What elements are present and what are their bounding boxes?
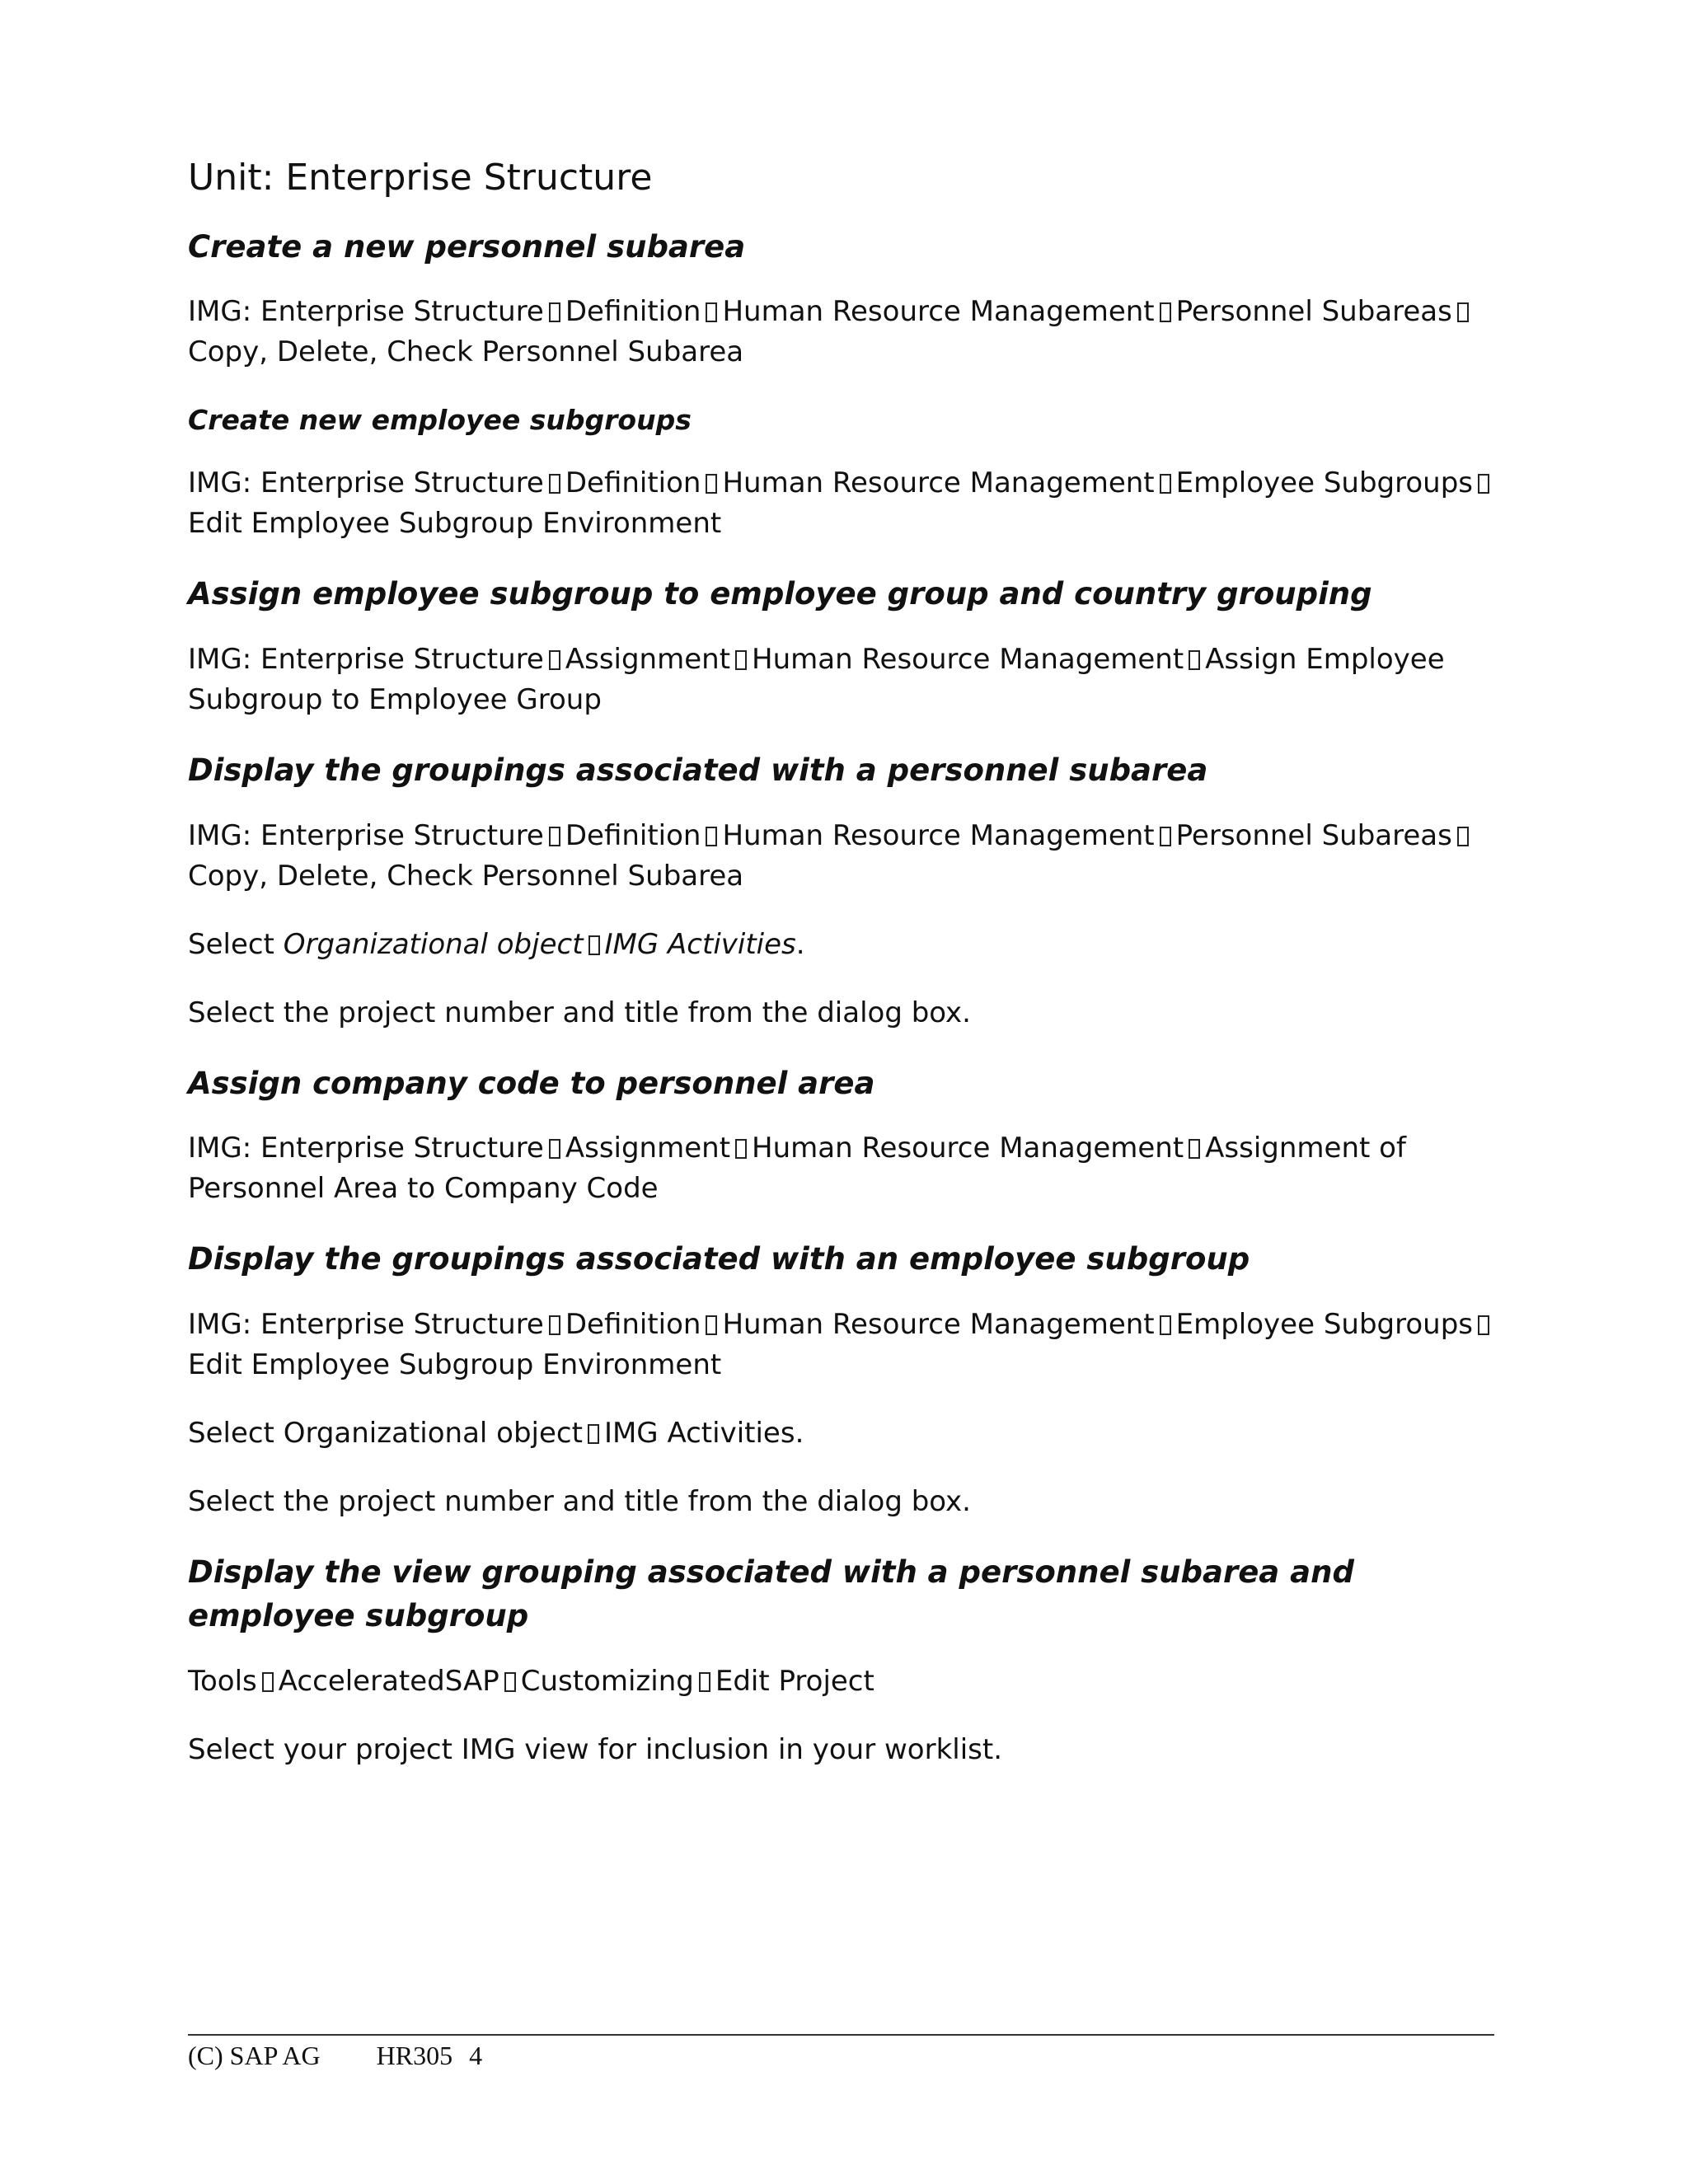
- path-step: Assignment: [565, 1132, 731, 1165]
- path-step: IMG: Enterprise Structure: [188, 295, 544, 329]
- path-step: Definition: [565, 1307, 701, 1341]
- path-step: IMG: Enterprise Structure: [188, 818, 544, 852]
- arrow-icon: [706, 474, 717, 494]
- arrow-icon: [588, 1424, 599, 1444]
- select-instruction: [188, 925, 1494, 965]
- path-step: Edit Employee Subgroup Environment: [188, 1347, 722, 1381]
- unit-title: Unit: Enterprise Structure: [188, 157, 653, 199]
- arrow-icon: [1160, 302, 1171, 322]
- arrow-icon: [1457, 827, 1469, 846]
- select-prefix: Select: [188, 927, 284, 961]
- section-heading: Assign employee subgroup to employee group and country grouping: [188, 576, 1372, 612]
- menu-path: [188, 1661, 1494, 1702]
- arrow-icon: [706, 827, 717, 846]
- arrow-icon: [549, 1139, 560, 1159]
- path-step: IMG: Enterprise Structure: [188, 642, 544, 676]
- menu-path: [188, 816, 1494, 897]
- arrow-icon: [699, 1672, 710, 1692]
- arrow-icon: [706, 302, 717, 322]
- arrow-icon: [1189, 650, 1200, 670]
- menu-path: [188, 1305, 1494, 1385]
- path-step: Human Resource Management: [722, 818, 1155, 852]
- footer-divider: [188, 2034, 1494, 2036]
- path-step: Copy, Delete, Check Personnel Subarea: [188, 859, 744, 893]
- arrow-icon: [1478, 1315, 1489, 1335]
- path-step: AcceleratedSAP: [278, 1665, 499, 1699]
- select-instruction: [188, 1413, 1494, 1454]
- path-step: Edit Employee Subgroup Environment: [188, 507, 722, 541]
- menu-path: [188, 463, 1494, 544]
- arrow-icon: [549, 302, 560, 322]
- arrow-icon: [1160, 1315, 1171, 1335]
- section-heading: Assign company code to personnel area: [188, 1065, 875, 1101]
- path-step: Assignment of Personnel Area to Company Code: [188, 1132, 1406, 1206]
- footer-copyright: (C) SAP AG: [188, 2041, 321, 2070]
- path-step: Personnel Subareas: [1175, 818, 1452, 852]
- arrow-icon: [549, 474, 560, 494]
- menu-path: [188, 640, 1494, 720]
- path-step: Definition: [565, 295, 701, 329]
- path-step: Employee Subgroups: [1175, 1307, 1473, 1341]
- path-step: Assign Employee Subgroup to Employee Group: [188, 642, 1445, 716]
- arrow-icon: [549, 650, 560, 670]
- path-step: Copy, Delete, Check Personnel Subarea: [188, 335, 744, 369]
- path-step: IMG: Enterprise Structure: [188, 1307, 544, 1341]
- section-heading: Create new employee subgroups: [188, 404, 692, 437]
- path-step: Personnel Subareas: [1175, 295, 1452, 329]
- arrow-icon: [1160, 474, 1171, 494]
- arrow-icon: [549, 1315, 560, 1335]
- arrow-icon: [588, 935, 600, 955]
- path-step: IMG: Enterprise Structure: [188, 466, 544, 500]
- arrow-icon: [735, 1139, 747, 1159]
- arrow-icon: [1478, 474, 1489, 494]
- document-page: [188, 157, 1494, 1798]
- path-step: Edit Project: [715, 1665, 874, 1699]
- path-step: IMG: Enterprise Structure: [188, 1132, 544, 1165]
- path-step: Customizing: [520, 1665, 694, 1699]
- path-step: Definition: [565, 466, 701, 500]
- path-step: Human Resource Management: [752, 1132, 1184, 1165]
- arrow-icon: [735, 650, 747, 670]
- select-prefix: Select: [188, 1416, 284, 1450]
- arrow-icon: [504, 1672, 516, 1692]
- section-heading: Create a new personnel subarea: [188, 228, 746, 265]
- section-heading: Display the view grouping associated with a personnel subarea and employee subgroup: [188, 1554, 1354, 1634]
- section-heading: Display the groupings associated with a personnel subarea: [188, 752, 1208, 788]
- path-step: Human Resource Management: [752, 642, 1184, 676]
- select-item: IMG Activities.: [603, 1416, 804, 1450]
- arrow-icon: [706, 1315, 717, 1335]
- footer-page-number: 4: [469, 2041, 483, 2070]
- path-step: Employee Subgroups: [1175, 466, 1473, 500]
- path-step: Human Resource Management: [722, 466, 1155, 500]
- select-item: IMG Activities: [604, 927, 796, 961]
- arrow-icon: [1160, 827, 1171, 846]
- note: Select your project IMG view for inclusion in your worklist.: [188, 1733, 1003, 1767]
- path-step: Human Resource Management: [722, 295, 1155, 329]
- footer-course: HR305: [376, 2041, 453, 2070]
- select-item: Organizational object: [283, 1416, 583, 1450]
- path-step: Definition: [565, 818, 701, 852]
- menu-path: [188, 292, 1494, 373]
- select-item: Organizational object: [283, 927, 584, 961]
- page-footer: [188, 2041, 482, 2071]
- arrow-icon: [1189, 1139, 1200, 1159]
- path-step: Human Resource Management: [722, 1307, 1155, 1341]
- path-step: Tools: [188, 1665, 257, 1699]
- note: Select the project number and title from the dialog box.: [188, 996, 971, 1029]
- path-step: Assignment: [565, 642, 731, 676]
- select-suffix: .: [795, 927, 805, 961]
- arrow-icon: [1457, 302, 1469, 322]
- section-heading: Display the groupings associated with an employee subgroup: [188, 1241, 1250, 1277]
- arrow-icon: [262, 1672, 274, 1692]
- arrow-icon: [549, 827, 560, 846]
- note: Select the project number and title from the dialog box.: [188, 1484, 971, 1518]
- menu-path: [188, 1128, 1494, 1209]
